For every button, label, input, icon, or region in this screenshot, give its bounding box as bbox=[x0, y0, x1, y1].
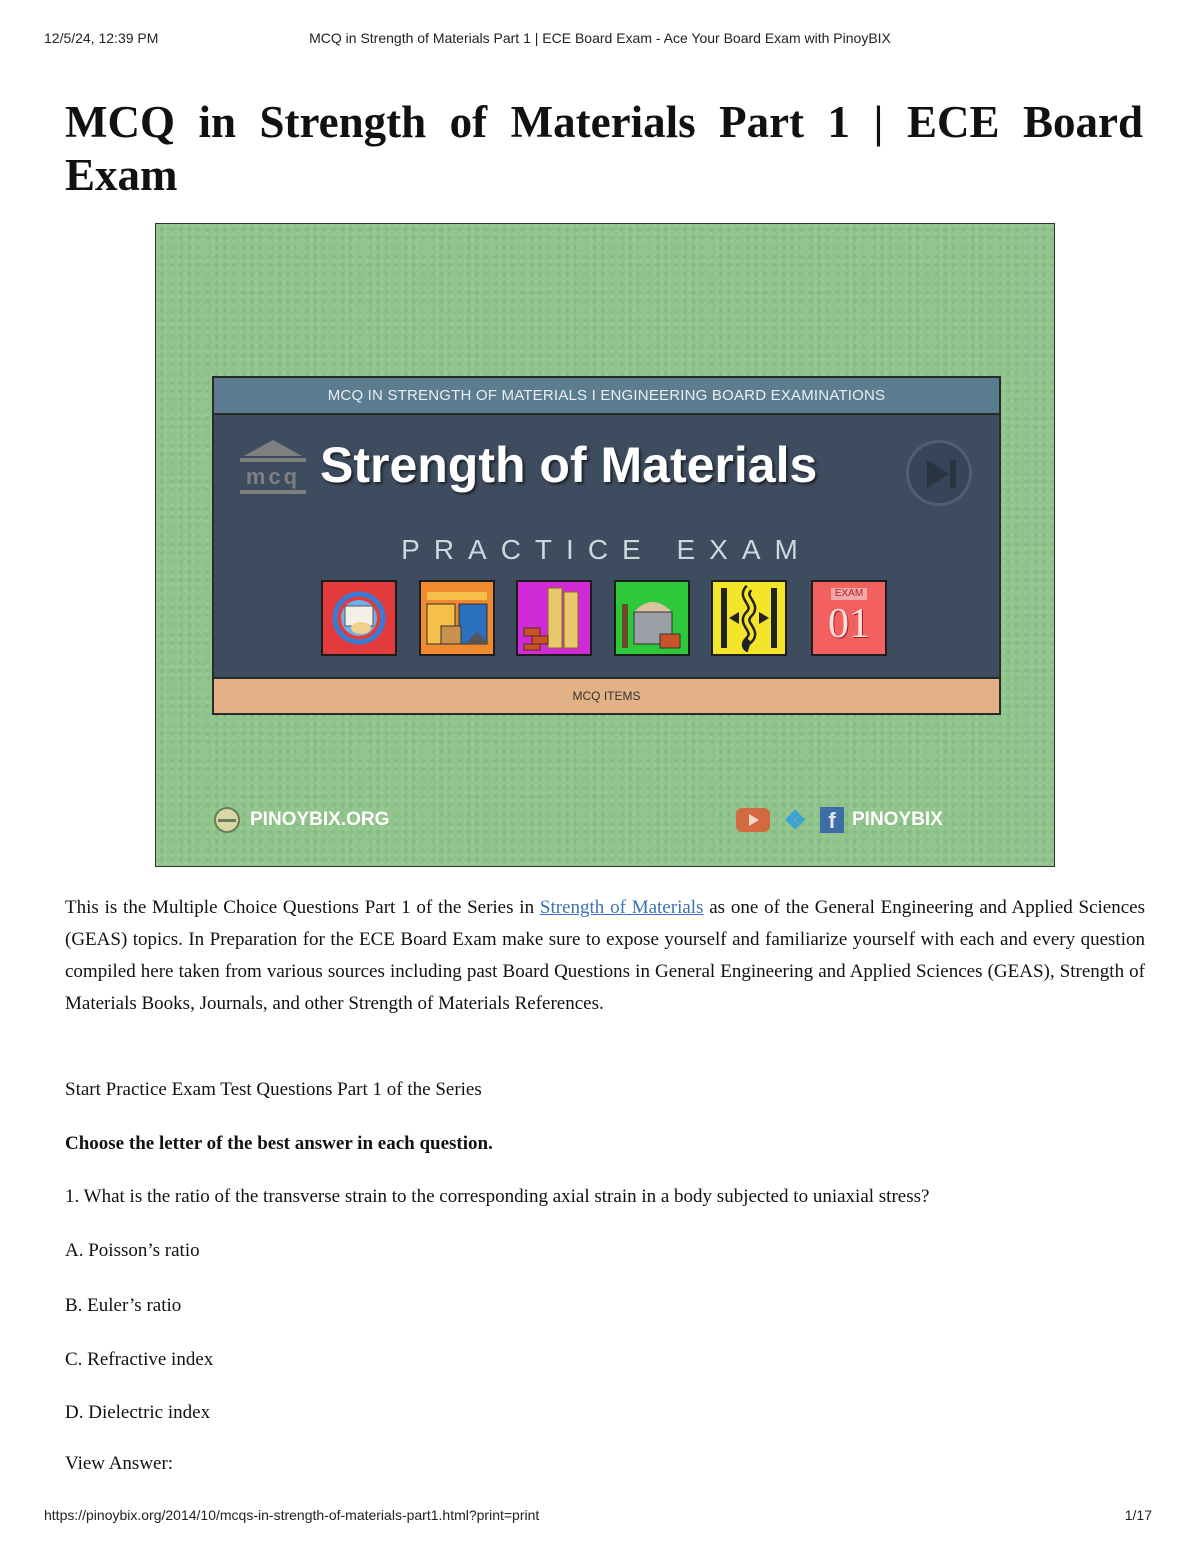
start-text: Start Practice Exam Test Questions Part 1 of the Series bbox=[65, 1079, 482, 1100]
site-brand-right bbox=[736, 807, 943, 837]
choice-b: B. Euler’s ratio bbox=[65, 1295, 182, 1316]
print-page-title: MCQ in Strength of Materials Part 1 | ECE Board Exam - Ace Your Board Exam with PinoyBIX bbox=[309, 30, 891, 46]
page-number: 1/17 bbox=[1124, 1507, 1152, 1523]
print-footer bbox=[44, 1507, 1152, 1527]
banner-top-bar: MCQ IN STRENGTH OF MATERIALS I ENGINEERING BOARD EXAMINATIONS bbox=[214, 378, 999, 415]
banner-image bbox=[155, 223, 1055, 867]
globe-icon bbox=[214, 807, 240, 833]
exam-number-tile bbox=[811, 580, 887, 656]
site-name-left: PINOYBIX.ORG bbox=[250, 809, 390, 830]
print-url: https://pinoybix.org/2014/10/mcqs-in-strength-of-materials-part1.html?print=print bbox=[44, 1507, 540, 1523]
view-answer-toggle[interactable]: View Answer: bbox=[65, 1453, 174, 1474]
twitter-icon: ❖ bbox=[783, 805, 807, 835]
site-name-right: PINOYBIX bbox=[852, 809, 943, 830]
banner-subtitle: PRACTICE EXAM bbox=[401, 534, 812, 565]
exam-label: EXAM bbox=[831, 588, 867, 600]
topic-tiles bbox=[321, 580, 901, 660]
strength-of-materials-link[interactable]: Strength of Materials bbox=[539, 897, 704, 918]
handshake-tile-icon bbox=[321, 580, 397, 656]
print-header bbox=[44, 30, 1156, 50]
mcq-logo-text: mcq bbox=[245, 464, 301, 489]
intro-paragraph: This is the Multiple Choice Questions Part 1 of the Series in Strength of Materials as one of the General Engineering and Applied Sciences (GEAS) topics. In Preparation for the ECE Board Exam make sure to expose yourself and familiarize yourself with each and every question compiled here taken from various sources including past Board Questions in General Engineering and Applied Sciences (GEAS), Strength of Materials Books, Journals, and other Strength of Materials References. bbox=[65, 897, 1146, 1014]
choice-a: A. Poisson’s ratio bbox=[65, 1240, 200, 1261]
banner-bottom-bar: MCQ ITEMS bbox=[214, 677, 999, 713]
boxes-tile-icon bbox=[419, 580, 495, 656]
mcq-logo-icon bbox=[238, 440, 308, 496]
banner-title: Strength of Materials bbox=[320, 437, 818, 493]
youtube-icon bbox=[736, 808, 770, 832]
choice-c: C. Refractive index bbox=[65, 1349, 214, 1370]
choice-d: D. Dielectric index bbox=[65, 1402, 211, 1423]
banner-panel bbox=[212, 376, 1001, 715]
site-brand-left bbox=[214, 807, 389, 837]
cement-bucket-tile-icon bbox=[614, 580, 690, 656]
tension-rope-tile-icon bbox=[711, 580, 787, 656]
facebook-icon: f bbox=[820, 807, 844, 833]
print-date: 12/5/24, 12:39 PM bbox=[44, 30, 159, 46]
bricks-wood-tile-icon bbox=[516, 580, 592, 656]
exam-number: 01 bbox=[828, 601, 870, 647]
question-text: 1. What is the ratio of the transverse strain to the corresponding axial strain in a body subjected to uniaxial stress? bbox=[65, 1186, 930, 1207]
article-title: MCQ in Strength of Materials Part 1 | ECE Board Exam bbox=[65, 97, 1143, 200]
instruction-text: Choose the letter of the best answer in each question. bbox=[65, 1133, 493, 1154]
play-icon bbox=[906, 440, 972, 506]
